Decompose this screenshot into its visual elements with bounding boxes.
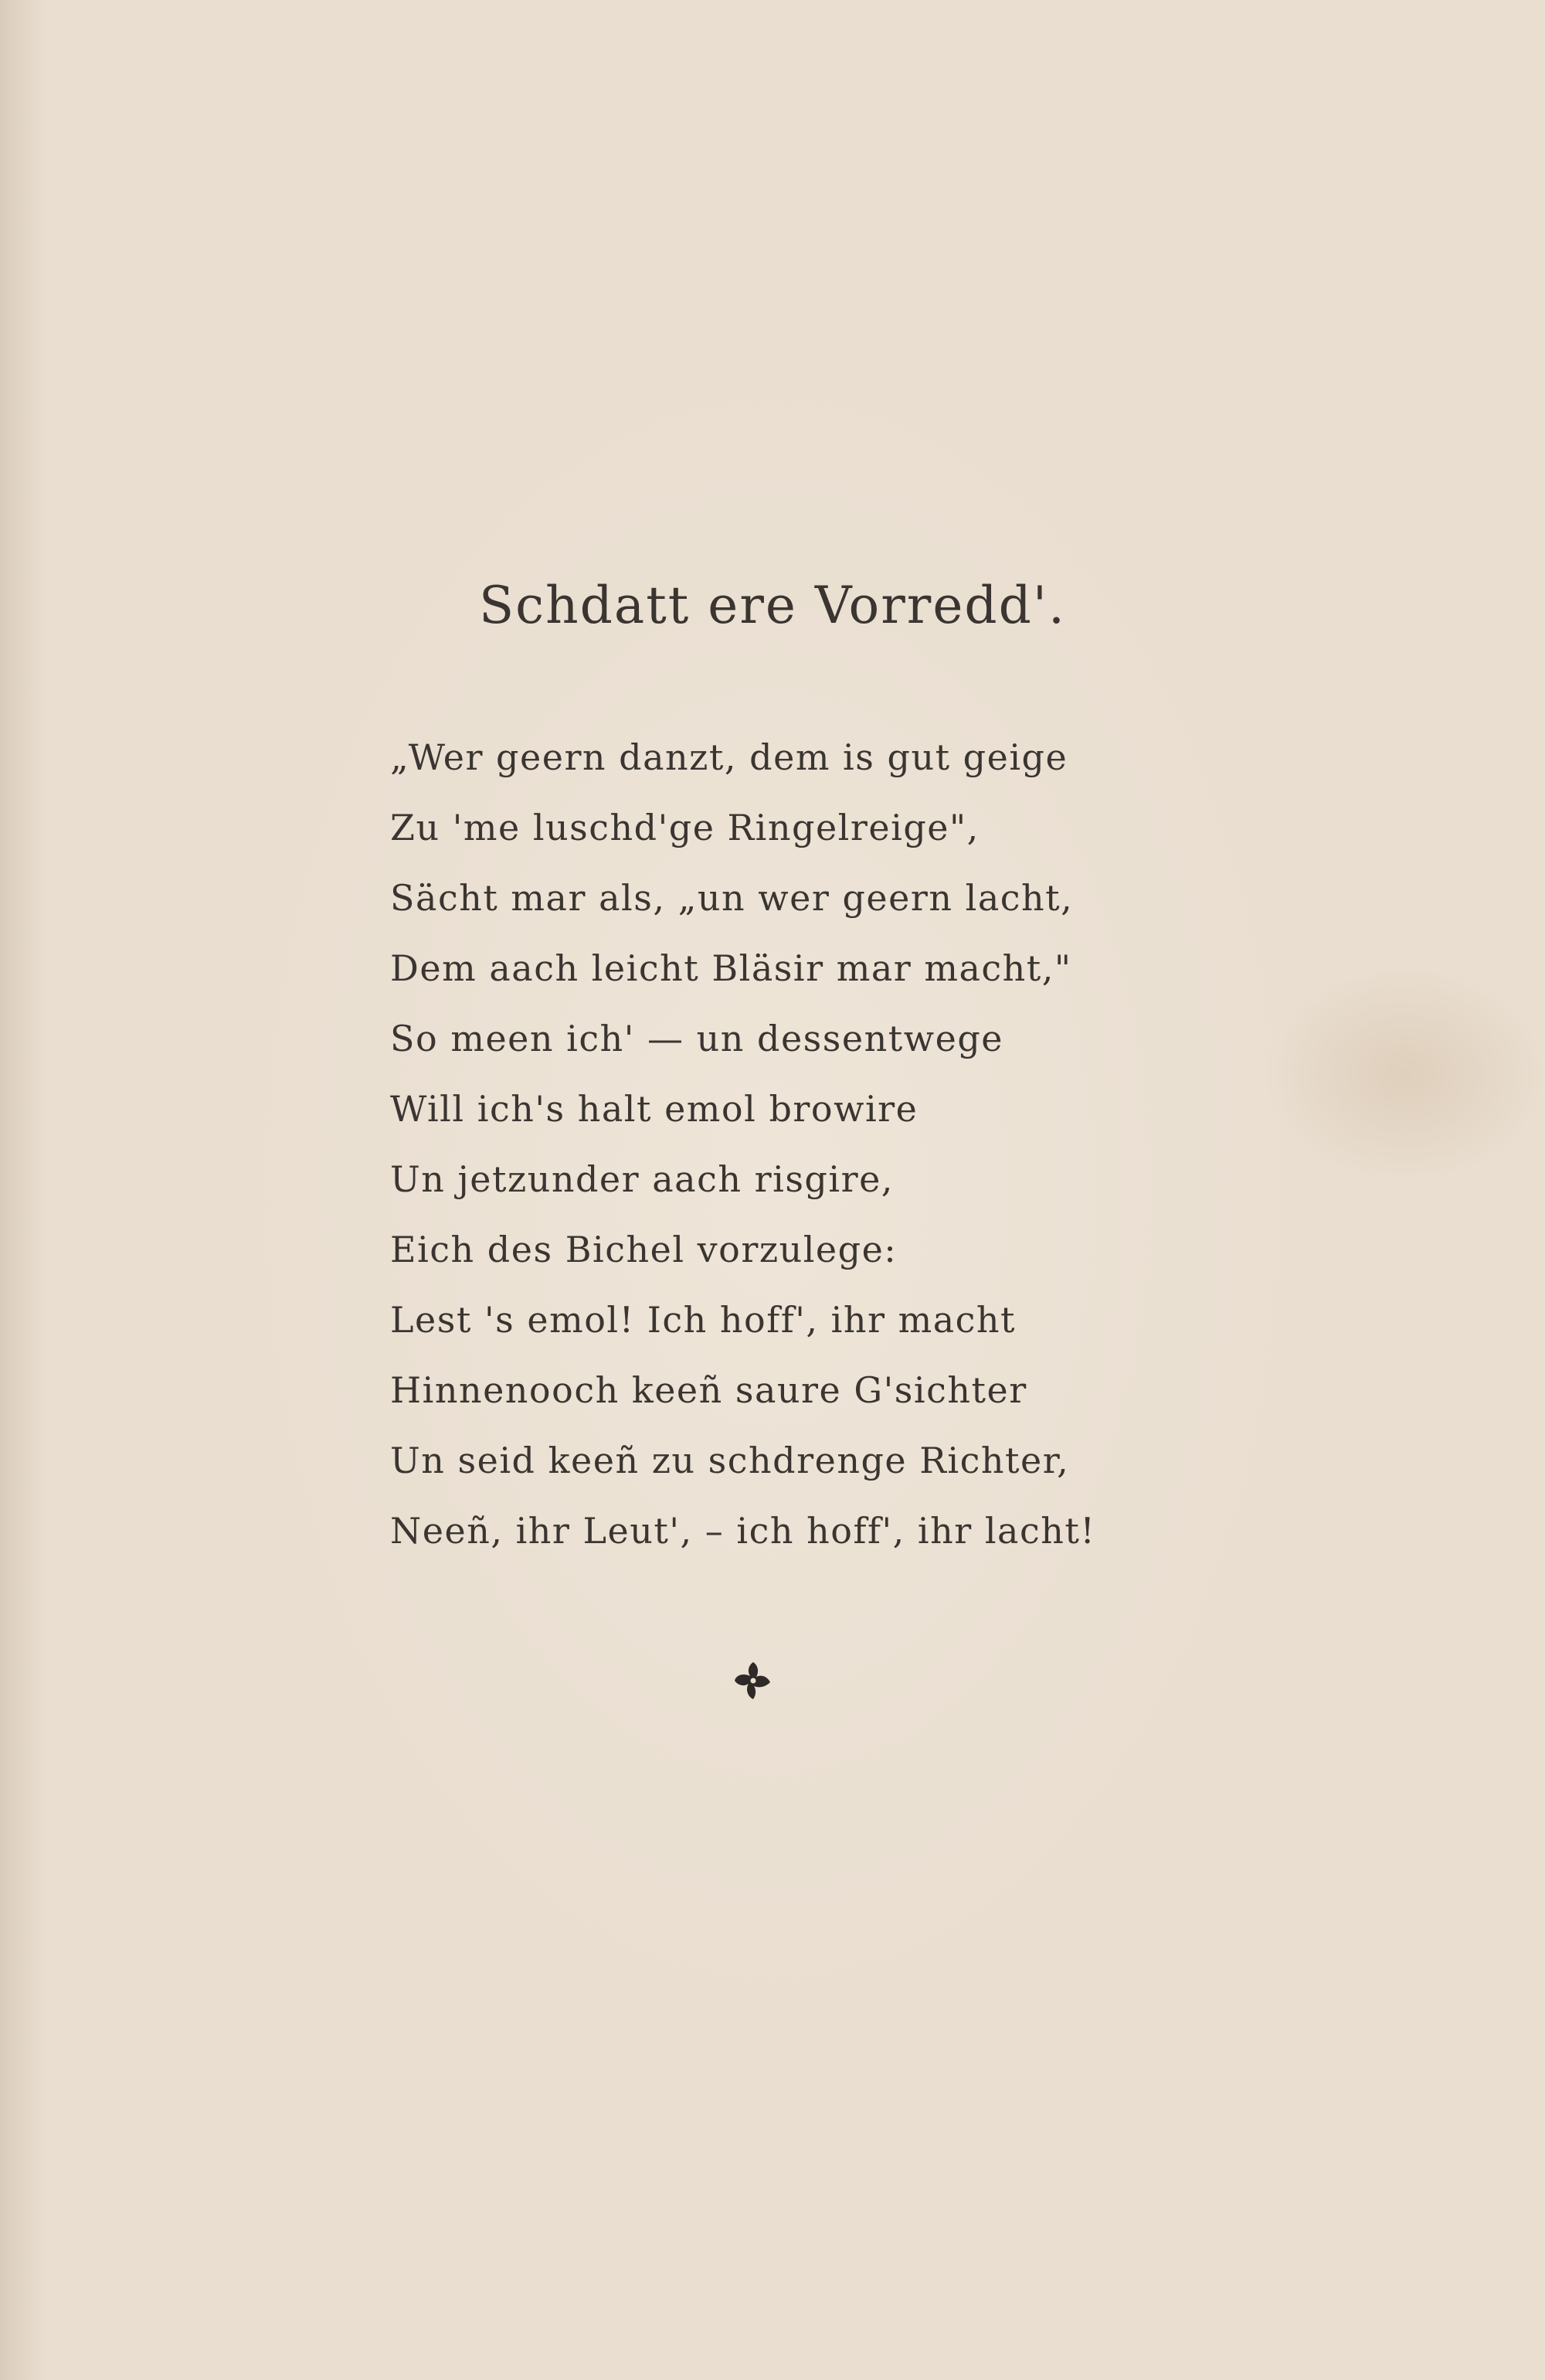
poem-line: Lest 's emol! Ich hoff', ihr macht <box>390 1299 1017 1341</box>
poem-line: So meen ich' — un dessentwege <box>390 1018 1003 1059</box>
fleuron-icon <box>730 1658 776 1704</box>
poem <box>390 722 1240 1566</box>
poem-line: Zu 'me luschd'ge Ringelreige", <box>390 807 980 848</box>
poem-line: Will ich's halt emol browire <box>390 1088 919 1130</box>
poem-line: Sächt mar als, „un wer geern lacht, <box>390 877 1074 919</box>
poem-line: Neeñ, ihr Leut', – ich hoff', ihr lacht! <box>390 1510 1096 1552</box>
poem-line: „Wer geern danzt, dem is gut geige <box>390 736 1068 778</box>
page-title: Schdatt ere Vorredd'. <box>478 576 1067 635</box>
page-edge-shadow <box>0 0 46 2380</box>
poem-line: Un seid keeñ zu schdrenge Richter, <box>390 1440 1070 1481</box>
poem-line: Hinnenooch keeñ saure G'sichter <box>390 1369 1027 1411</box>
poem-line: Un jetzunder aach risgire, <box>390 1158 894 1200</box>
poem-line: Eich des Bichel vorzulege: <box>390 1229 898 1270</box>
poem-line: Dem aach leicht Bläsir mar macht," <box>390 947 1072 989</box>
